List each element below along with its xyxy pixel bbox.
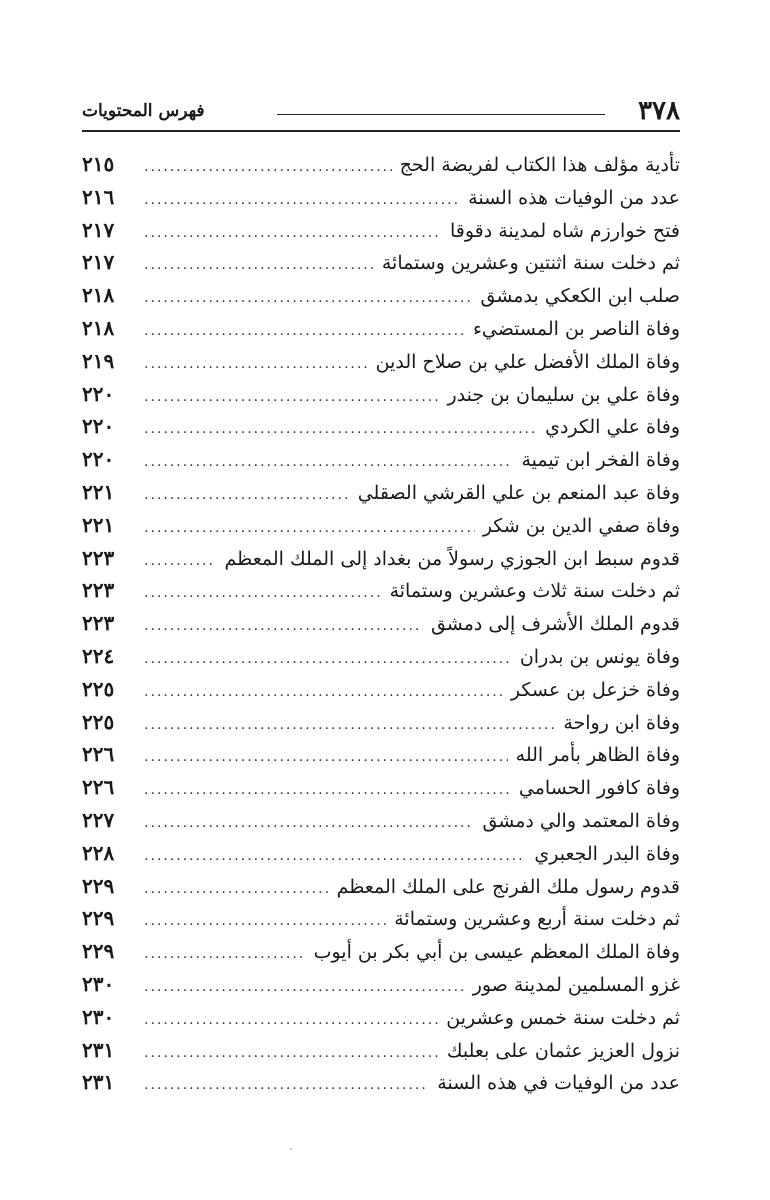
dot-leader [144, 479, 350, 512]
header-divider [277, 114, 605, 115]
toc-entry [82, 673, 680, 706]
toc-entry-page: ٢١٦ [82, 184, 115, 209]
toc-entry-page: ٢١٧ [82, 250, 115, 275]
toc-entry [82, 345, 680, 378]
toc-entry-page: ٢٢٥ [82, 709, 115, 734]
dot-leader [144, 971, 465, 1004]
dot-leader [144, 315, 465, 348]
toc-entry-page: ٢١٨ [82, 315, 115, 340]
toc-entry [82, 574, 680, 607]
dot-leader [144, 643, 512, 676]
toc-entry-page: ٢٢٦ [82, 742, 115, 767]
dot-leader [144, 184, 460, 217]
toc-entry-page: ٢٣١ [82, 1037, 115, 1062]
toc-entry [82, 378, 680, 411]
toc-entry-title: فتح خوارزم شاه لمدينة دقوقا [449, 219, 680, 242]
page-number: ٣٧٨ [638, 96, 680, 126]
toc-entry [82, 509, 680, 542]
toc-entry-page: ٢٢٩ [82, 873, 115, 898]
toc-entry-title: وفاة علي بن سليمان بن جندر [447, 383, 680, 406]
dot-leader [144, 1069, 429, 1102]
toc-entry-title: غزو المسلمين لمدينة صور [472, 973, 680, 996]
toc-entry [82, 148, 680, 181]
dot-leader [144, 282, 472, 315]
running-title: فهرس المحتويات [82, 101, 205, 121]
toc-entry-page: ٢٢١ [82, 512, 115, 537]
toc-entry-title: وفاة ابن رواحة [563, 711, 680, 734]
toc-entry-title: ثم دخلت سنة ثلاث وعشرين وستمائة [389, 580, 680, 603]
toc-entry [82, 870, 680, 903]
toc-entry-title: وفاة الملك الأفضل علي بن صلاح الدين [375, 350, 680, 373]
toc-entry [82, 279, 680, 312]
toc-entry-title: عدد من الوفيات في هذه السنة [437, 1072, 680, 1095]
dot-leader [144, 873, 329, 906]
toc-entry-page: ٢٣٠ [82, 971, 115, 996]
toc-entry [82, 706, 680, 739]
dot-leader [144, 905, 386, 938]
toc-entry-title: ثم دخلت سنة أربع وعشرين وستمائة [394, 908, 680, 931]
toc-entry-title: عدد من الوفيات هذه السنة [468, 186, 680, 209]
toc-entry [82, 771, 680, 804]
dot-leader [144, 741, 508, 774]
toc-entry-title: صلب ابن الكعكي بدمشق [480, 285, 680, 308]
toc-entry-page: ٢١٨ [82, 283, 115, 308]
toc-entry [82, 968, 680, 1001]
toc-entry-page: ٢٢٩ [82, 939, 115, 964]
toc-entry [82, 935, 680, 968]
toc-entry-page: ٢٢٤ [82, 643, 115, 668]
toc-entry [82, 837, 680, 870]
toc-entry-page: ٢٢٥ [82, 676, 115, 701]
toc-entry [82, 1034, 680, 1067]
dot-leader [144, 545, 216, 578]
toc-entry-page: ٢١٧ [82, 217, 115, 242]
toc-entry [82, 443, 680, 476]
toc-entry [82, 607, 680, 640]
dot-leader [144, 676, 503, 709]
toc-entry-title: تأدية مؤلف هذا الكتاب لفريضة الحج [399, 154, 680, 176]
table-of-contents [82, 148, 680, 1099]
toc-entry [82, 738, 680, 771]
toc-entry-title: ثم دخلت سنة اثنتين وعشرين وستمائة [381, 252, 680, 275]
toc-entry-page: ٢١٥ [82, 152, 115, 176]
toc-entry-page: ٢٢٧ [82, 807, 115, 832]
scan-speck [290, 1148, 292, 1150]
dot-leader [144, 512, 475, 545]
header-rule [82, 130, 680, 132]
toc-entry-title: نزول العزيز عثمان على بعلبك [446, 1039, 680, 1062]
dot-leader [144, 446, 513, 479]
toc-entry-page: ٢٢٣ [82, 611, 115, 636]
toc-entry-page: ٢٢٠ [82, 447, 115, 472]
toc-entry-page: ٢٣١ [82, 1070, 115, 1095]
toc-entry-title: وفاة علي الكردي [545, 416, 680, 439]
toc-entry-page: ٢٢٦ [82, 775, 115, 800]
toc-entry-title: وفاة صفي الدين بن شكر [482, 514, 680, 537]
toc-entry-title: قدوم الملك الأشرف إلى دمشق [430, 613, 680, 636]
dot-leader [144, 709, 555, 742]
page-header [82, 96, 680, 130]
toc-entry [82, 804, 680, 837]
toc-entry-title: وفاة يونس بن بدران [519, 645, 680, 668]
toc-entry-title: وفاة خزعل بن عسكر [510, 678, 680, 701]
dot-leader [144, 577, 382, 610]
dot-leader [144, 610, 423, 643]
toc-entry [82, 410, 680, 443]
toc-entry-title: وفاة كافور الحسامي [518, 777, 680, 800]
toc-entry-page: ٢٢٩ [82, 906, 115, 931]
dot-leader [144, 774, 511, 807]
dot-leader [144, 1037, 439, 1070]
dot-leader [144, 807, 474, 840]
dot-leader [144, 217, 442, 250]
dot-leader [144, 348, 368, 381]
dot-leader [144, 413, 537, 446]
toc-entry-page: ٢٢٠ [82, 381, 115, 406]
toc-entry-title: وفاة البدر الجعبري [534, 842, 680, 865]
toc-entry-page: ٢٢٣ [82, 545, 115, 570]
toc-entry [82, 640, 680, 673]
dot-leader [144, 840, 526, 873]
toc-entry-title: وفاة الملك المعظم عيسى بن أبي بكر بن أيوب [313, 941, 680, 964]
toc-entry-page: ٢٣٠ [82, 1004, 115, 1029]
dot-leader [144, 381, 440, 414]
toc-entry-title: وفاة المعتمد والي دمشق [482, 809, 680, 832]
toc-entry-title: ثم دخلت سنة خمس وعشرين [446, 1006, 680, 1029]
toc-entry-title: قدوم رسول ملك الفرنج على الملك المعظم [336, 875, 680, 898]
toc-entry-title: وفاة عبد المنعم بن علي القرشي الصقلي [357, 481, 680, 504]
toc-entry-title: قدوم سبط ابن الجوزي رسولاً من بغداد إلى الملك المعظم [224, 547, 680, 570]
toc-entry [82, 542, 680, 575]
toc-entry-page: ٢٢٠ [82, 414, 115, 439]
dot-leader [144, 249, 374, 282]
toc-entry [82, 246, 680, 279]
toc-entry-page: ٢٢٨ [82, 840, 115, 865]
dot-leader [144, 938, 306, 971]
dot-leader [144, 1004, 438, 1037]
toc-entry [82, 1001, 680, 1034]
toc-entry-title: وفاة الفخر ابن تيمية [521, 449, 680, 472]
toc-entry [82, 312, 680, 345]
toc-entry-page: ٢١٩ [82, 348, 115, 373]
toc-entry [82, 476, 680, 509]
toc-entry [82, 1066, 680, 1099]
toc-entry-title: وفاة الظاهر بأمر الله [515, 744, 680, 767]
toc-entry [82, 181, 680, 214]
toc-entry [82, 214, 680, 247]
toc-entry [82, 902, 680, 935]
dot-leader [144, 151, 392, 184]
toc-entry-title: وفاة الناصر بن المستضيء [472, 317, 680, 340]
toc-entry-page: ٢٢٣ [82, 578, 115, 603]
toc-entry-page: ٢٢١ [82, 479, 115, 504]
